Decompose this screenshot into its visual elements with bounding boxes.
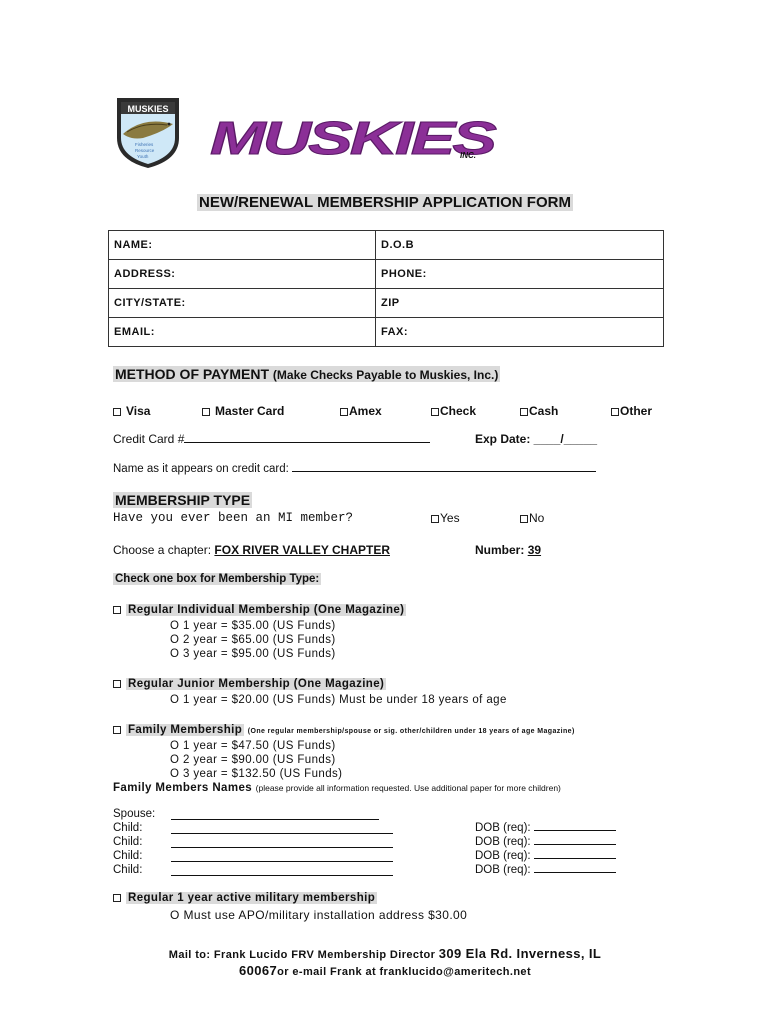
credit-card-number-field[interactable]: Credit Card # <box>113 432 430 446</box>
mastercard-checkbox[interactable]: Master Card <box>202 404 284 418</box>
child-dob-3[interactable]: DOB (req): <box>475 850 616 862</box>
child-name-line-4[interactable] <box>171 864 393 876</box>
chapter-number: Number: 39 <box>475 543 542 557</box>
family-option-2yr[interactable]: O 2 year = $90.00 (US Funds) <box>170 754 336 766</box>
child-label-1: Child: <box>113 822 143 834</box>
svg-text:Resource: Resource <box>135 148 155 153</box>
child-dob-2[interactable]: DOB (req): <box>475 836 616 848</box>
svg-text:Fisheries: Fisheries <box>135 142 154 147</box>
membership-type-heading: MEMBERSHIP TYPE <box>115 492 251 508</box>
child-dob-1[interactable]: DOB (req): <box>475 822 616 834</box>
muskies-wordmark-logo <box>208 116 498 160</box>
visa-checkbox[interactable]: Visa <box>113 404 150 418</box>
applicant-info-table <box>108 230 664 347</box>
muskies-badge-logo <box>113 94 183 170</box>
family-membership-note: (One regular membership/spouse or sig. other/children under 18 years of age Magazine) <box>247 728 575 735</box>
junior-membership-checkbox[interactable]: Regular Junior Membership (One Magazine) <box>113 678 386 690</box>
other-checkbox[interactable]: Other <box>611 404 652 418</box>
table-row <box>109 289 664 318</box>
mi-yes-checkbox[interactable]: Yes <box>431 511 460 525</box>
fax-field[interactable]: FAX: <box>376 318 664 347</box>
check-checkbox[interactable]: Check <box>431 404 476 418</box>
mi-member-question: Have you ever been an MI member? <box>113 511 354 525</box>
child-label-3: Child: <box>113 850 143 862</box>
name-field[interactable]: NAME: <box>109 231 376 260</box>
family-option-3yr[interactable]: O 3 year = $132.50 (US Funds) <box>170 768 343 780</box>
regular-membership-checkbox[interactable]: Regular Individual Membership (One Magazine) <box>113 604 406 616</box>
table-row <box>109 318 664 347</box>
svg-text:MUSKIES: MUSKIES <box>210 116 498 160</box>
cash-checkbox[interactable]: Cash <box>520 404 558 418</box>
svg-text:Youth: Youth <box>137 154 149 159</box>
check-one-instruction: Check one box for Membership Type: <box>115 573 320 585</box>
chapter-selection: Choose a chapter: FOX RIVER VALLEY CHAPTER <box>113 543 390 557</box>
address-field[interactable]: ADDRESS: <box>109 260 376 289</box>
svg-text:INC.: INC. <box>460 151 476 160</box>
name-on-card-field[interactable]: Name as it appears on credit card: <box>113 463 596 475</box>
mi-no-checkbox[interactable]: No <box>520 511 544 525</box>
child-name-line-1[interactable] <box>171 822 393 834</box>
junior-option-1yr[interactable]: O 1 year = $20.00 (US Funds) Must be under 18 years of age <box>170 694 507 706</box>
exp-date-field[interactable]: Exp Date: ____/_____ <box>475 432 598 446</box>
mail-to-line: Mail to: Frank Lucido FRV Membership Director 309 Ela Rd. Inverness, IL <box>168 946 602 961</box>
child-name-line-2[interactable] <box>171 836 393 848</box>
military-membership-checkbox[interactable]: Regular 1 year active military membership <box>113 892 377 904</box>
family-option-1yr[interactable]: O 1 year = $47.50 (US Funds) <box>170 740 336 752</box>
regular-option-3yr[interactable]: O 3 year = $95.00 (US Funds) <box>170 648 336 660</box>
email-line: 60067or e-mail Frank at franklucido@ameritech.net <box>238 963 532 978</box>
payment-heading: METHOD OF PAYMENT (Make Checks Payable to Muskies, Inc.) <box>115 366 499 382</box>
city-state-field[interactable]: CITY/STATE: <box>109 289 376 318</box>
amex-checkbox[interactable]: Amex <box>340 404 382 418</box>
chapter-value: FOX RIVER VALLEY CHAPTER <box>214 543 390 557</box>
military-option[interactable]: O Must use APO/military installation address $30.00 <box>170 908 468 922</box>
dob-field[interactable]: D.O.B <box>376 231 664 260</box>
table-row <box>109 231 664 260</box>
form-title: NEW/RENEWAL MEMBERSHIP APPLICATION FORM <box>199 194 571 211</box>
zip-field[interactable]: ZIP <box>376 289 664 318</box>
child-label-2: Child: <box>113 836 143 848</box>
phone-field[interactable]: PHONE: <box>376 260 664 289</box>
email-field[interactable]: EMAIL: <box>109 318 376 347</box>
regular-option-1yr[interactable]: O 1 year = $35.00 (US Funds) <box>170 620 336 632</box>
svg-text:MUSKIES: MUSKIES <box>127 104 169 114</box>
child-label-4: Child: <box>113 864 143 876</box>
child-name-line-3[interactable] <box>171 850 393 862</box>
table-row <box>109 260 664 289</box>
regular-option-2yr[interactable]: O 2 year = $65.00 (US Funds) <box>170 634 336 646</box>
family-membership-checkbox[interactable]: Family Membership (One regular membership/spouse or sig. other/children under 18 years of age Magazine) <box>113 724 575 736</box>
family-names-label: Family Members Names (please provide all information requested. Use additional paper for more children) <box>113 782 561 794</box>
child-dob-4[interactable]: DOB (req): <box>475 864 616 876</box>
spouse-name-field[interactable]: Spouse: <box>113 808 156 820</box>
spouse-line[interactable] <box>171 808 379 820</box>
